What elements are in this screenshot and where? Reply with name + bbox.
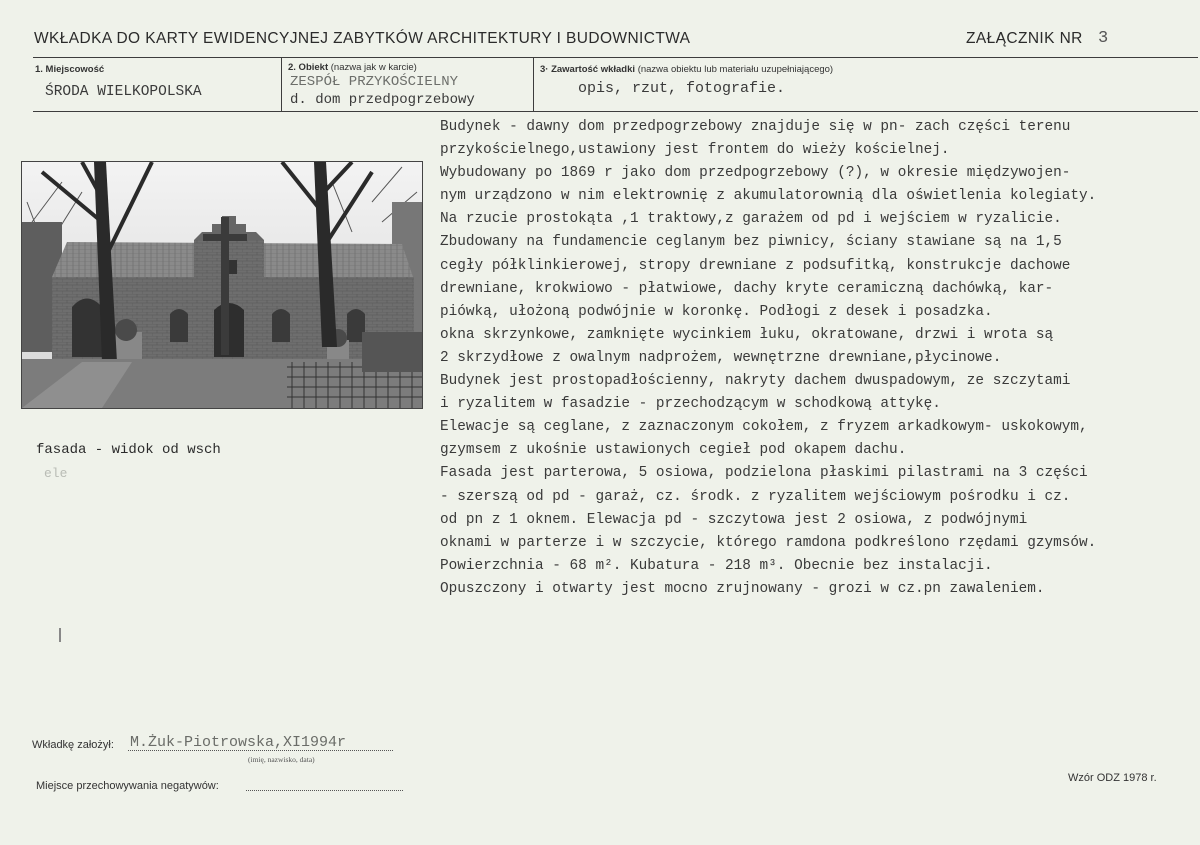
object-label-text: 2. Obiekt [288, 62, 329, 73]
description-line: Budynek - dawny dom przedpogrzebowy znajduje się w pn- zach części terenu [440, 119, 1071, 135]
description-line: - szerszą od pd - garaż, cz. środk. z ryzalitem wejściowym pośrodku i cz. [440, 488, 1071, 505]
attachment-label: ZAŁĄCZNIK NR [966, 30, 1083, 47]
locality-label: 1. Miejscowość [35, 64, 105, 75]
attachment-number: 3 [1098, 29, 1109, 48]
description-line: przykościelnego,ustawiony jest frontem do wieży kościelnej. [440, 142, 950, 159]
description-line: gzymsem z ukośnie ustawionych cegieł pod okapem dachu. [440, 442, 907, 459]
description-line: oknami w parterze i w szczycie, którego ramdona podkreślono rzędami gzymsów. [440, 534, 1097, 551]
author-sublabel: (imię, nazwisko, data) [248, 755, 315, 764]
photo-illustration [22, 162, 422, 408]
building-photograph [21, 161, 423, 409]
contents-label-hint: (nazwa obiektu lub materiału uzupełniającego) [637, 64, 834, 75]
description-line: Elewacje są ceglane, z zaznaczonym cokołem, z fryzem arkadkowym- uskokowym, [440, 419, 1088, 436]
description-text [440, 116, 1200, 601]
field-divider-2 [533, 57, 534, 111]
description-line: 2 skrzydłowe z owalnym nadprożem, wewnętrzne drewniane,płycinowe. [440, 349, 1002, 366]
contents-label-text: 3· Zawartość wkładki [540, 64, 636, 75]
fields-rule [33, 111, 1198, 112]
author-label: Wkładkę założył: [32, 739, 114, 751]
description-line: Opuszczony i otwarty jest mocno zrujnowany - grozi w cz.pn zawaleniem. [440, 580, 1045, 597]
contents-value: opis, rzut, fotografie. [578, 80, 786, 97]
description-line: Budynek jest prostopadłościenny, nakryty dachem dwuspadowym, ze szczytami [440, 373, 1071, 390]
description-line: piówką, ułożoną podwójnie w koronkę. Podłogi z desek i posadzka. [440, 303, 993, 320]
object-value-line2: d. dom przedpogrzebowy [290, 92, 475, 108]
pencil-mark [59, 628, 61, 642]
description-line: i ryzalitem w fasadzie - przechodzącym w schodkową attykę. [440, 396, 941, 413]
storage-label: Miejsce przechowywania negatywów: [36, 780, 219, 792]
description-line: nym urządzono w nim elektrownię z akumulatorownią dla oświetlenia kolegiaty. [440, 188, 1097, 205]
header-rule [33, 57, 1198, 58]
description-line: Fasada jest parterowa, 5 osiowa, podzielona płaskimi pilastrami na 3 części [440, 465, 1088, 482]
description-line: cegły półklinkierowej, stropy drewniane z podsufitką, konstrukcje dachowe [440, 257, 1071, 274]
photo-caption: fasada - widok od wsch [36, 442, 221, 458]
description-line: Powierzchnia - 68 m². Kubatura - 218 m³. Obecnie bez instalacji. [440, 557, 993, 574]
contents-label [540, 64, 833, 75]
template-note: Wzór ODZ 1978 r. [1068, 772, 1157, 784]
object-label-hint: (nazwa jak w karcie) [330, 62, 417, 73]
form-title: WKŁADKA DO KARTY EWIDENCYJNEJ ZABYTKÓW ARCHITEKTURY I BUDOWNICTWA [34, 30, 691, 47]
description-line: Na rzucie prostokąta ,1 traktowy,z garażem od pd i wejściem w ryzalicie. [440, 211, 1062, 228]
field-divider-1 [281, 57, 282, 111]
object-label [288, 62, 417, 73]
storage-dotted-line [246, 790, 403, 791]
description-line: Zbudowany na fundamencie ceglanym bez piwnicy, ściany stawiane są na 1,5 [440, 234, 1062, 251]
author-dotted-line [128, 750, 393, 751]
object-value-line1: ZESPÓŁ PRZYKOŚCIELNY [290, 74, 459, 90]
description-line: okna skrzynkowe, zamknięte wycinkiem łuku, okratowane, drzwi i wrota są [440, 326, 1054, 343]
photo-caption-continuation: ele [44, 466, 68, 481]
author-value: M.Żuk-Piotrowska,XI1994r [130, 734, 347, 751]
description-line: drewniane, krokwiowo - płatwiowe, dachy kryte ceramiczną dachówką, kar- [440, 280, 1054, 297]
description-line: od pn z 1 oknem. Elewacja pd - szczytowa jest 2 osiowa, z podwójnymi [440, 511, 1028, 528]
locality-value: ŚRODA WIELKOPOLSKA [45, 84, 202, 100]
description-line: Wybudowany po 1869 r jako dom przedpogrzebowy (?), w okresie międzywojen- [440, 165, 1071, 182]
